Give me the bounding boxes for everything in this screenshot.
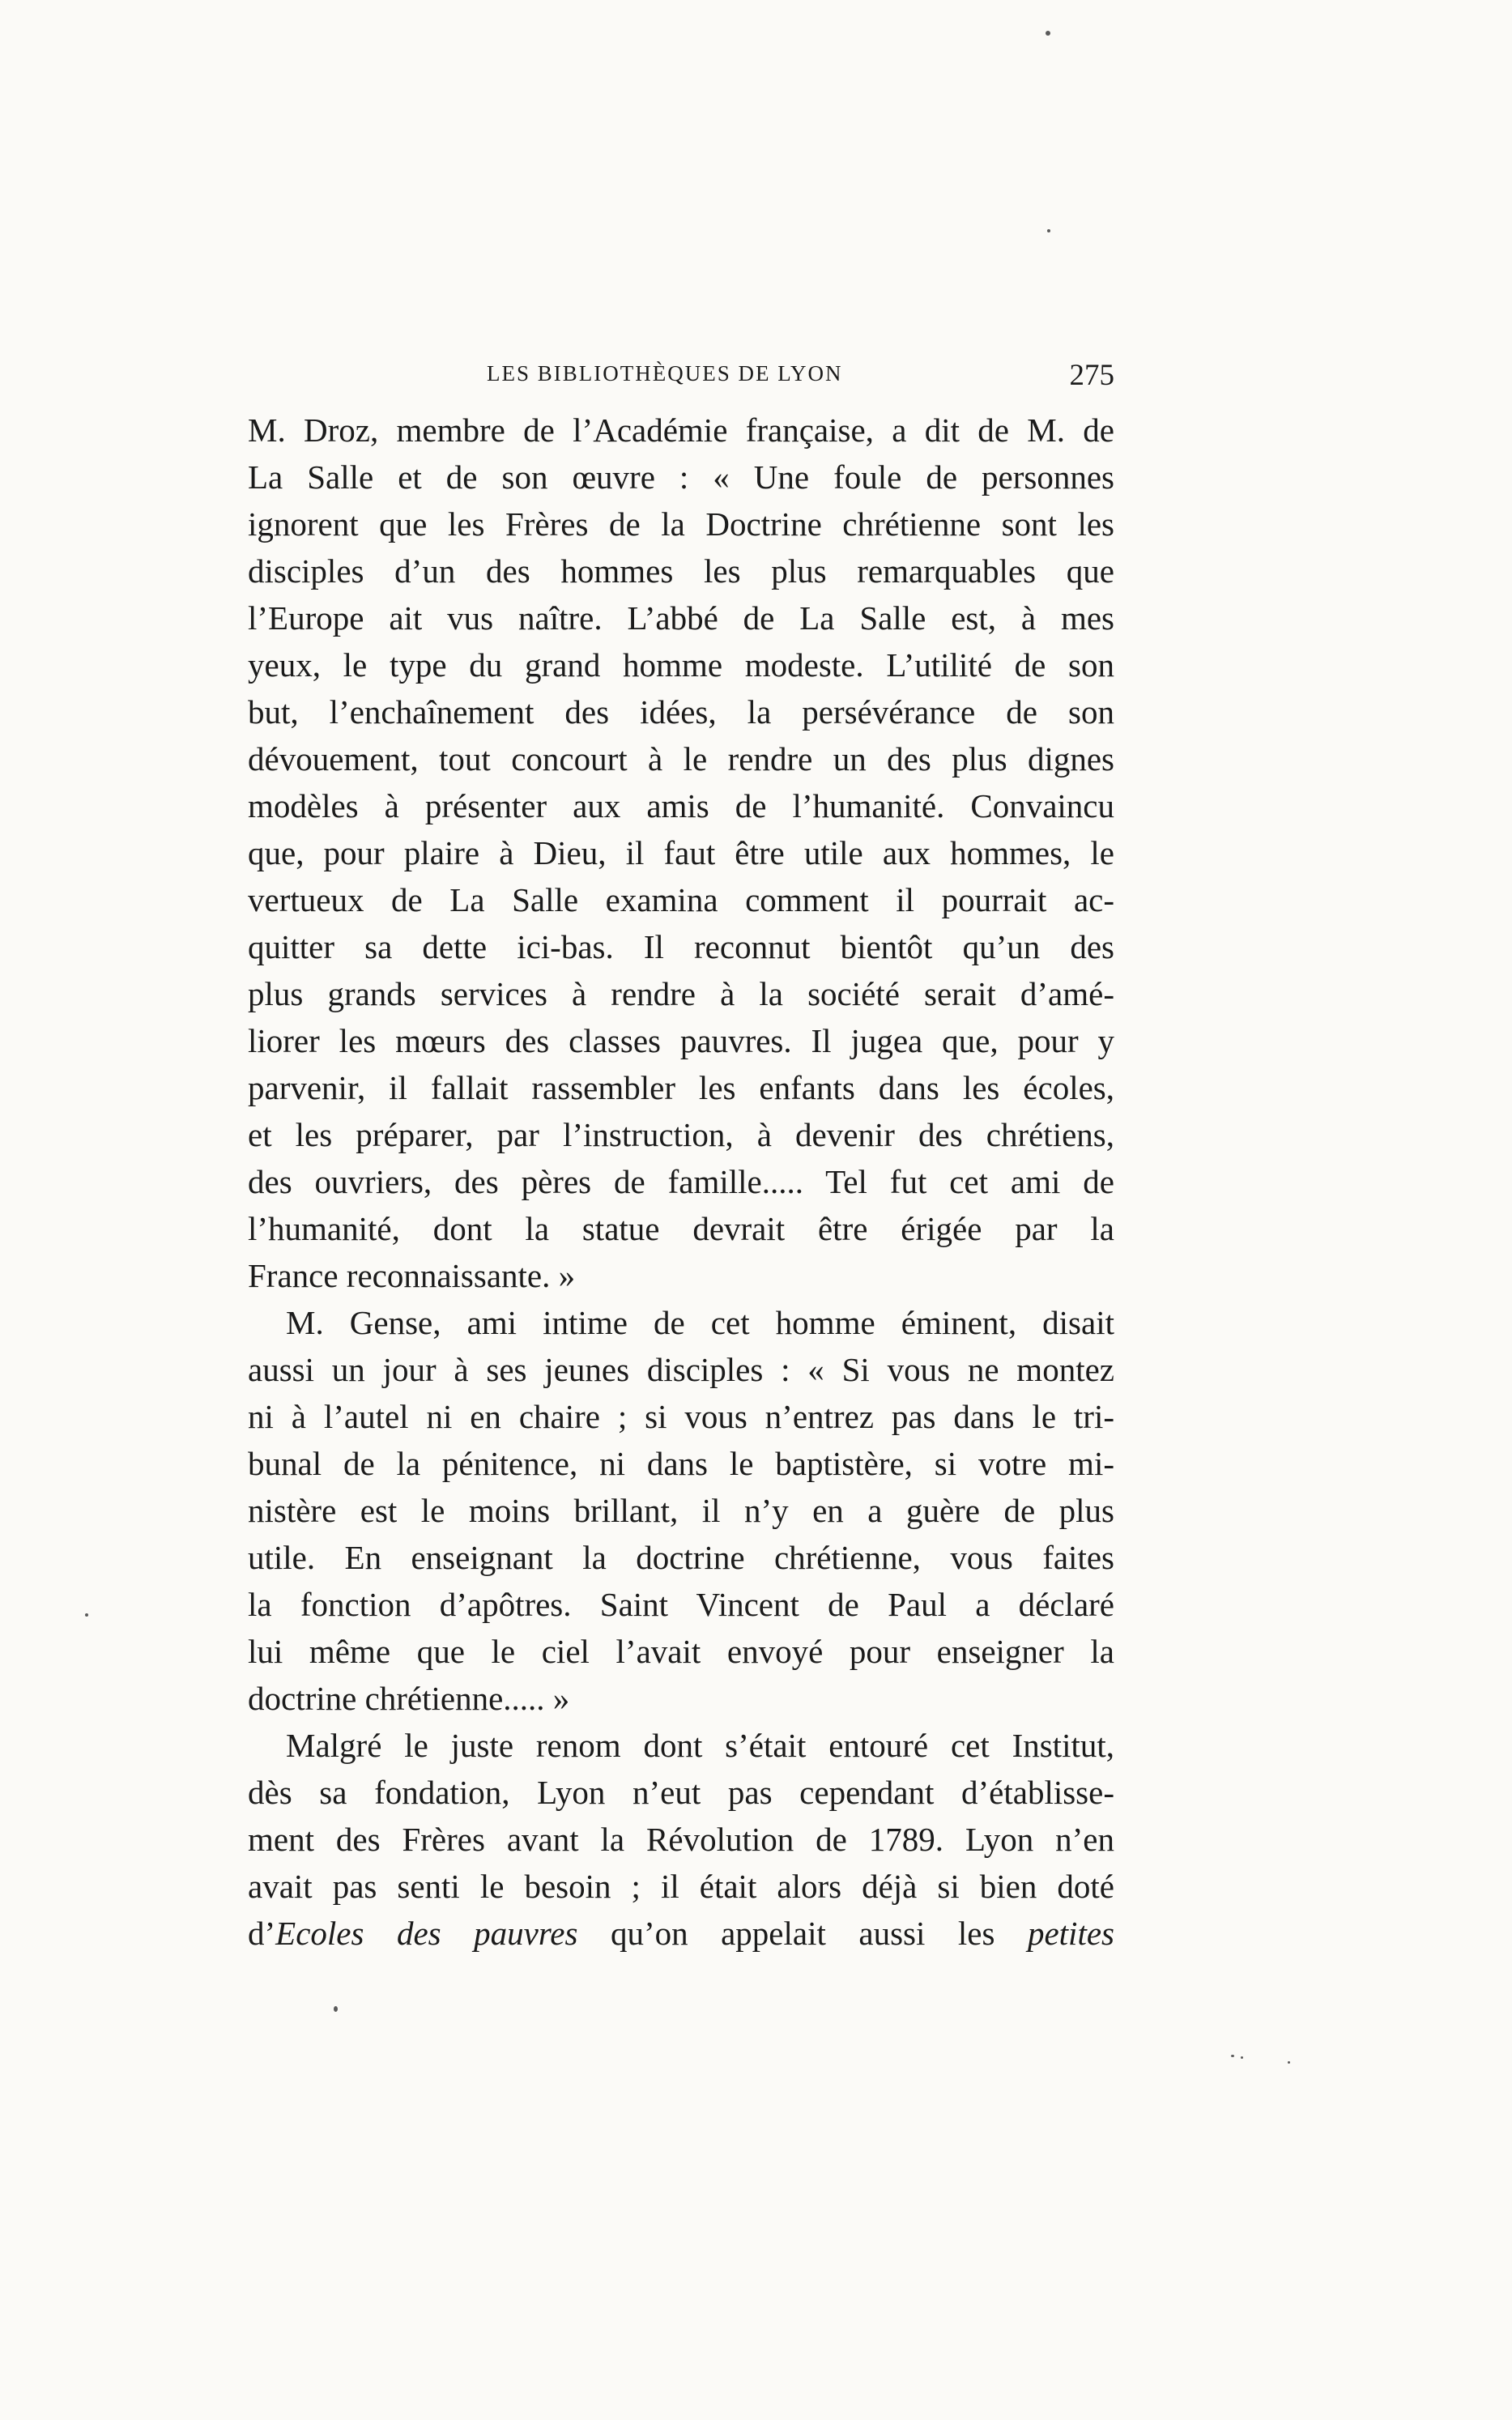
text-fragment: d’ [248,1915,276,1952]
text-line: M. Droz, membre de l’Académie française, a dit de M. de [248,411,1114,449]
text-line: l’humanité, dont la statue devrait être érigée par la [248,1210,1114,1247]
text-line: des ouvriers, des pères de famille..... Tel fut cet ami de [248,1163,1114,1200]
text-line: dévouement, tout concourt à le rendre un des plus dignes [248,740,1114,778]
text-line: la fonction d’apôtres. Saint Vincent de Paul a déclaré [248,1586,1114,1623]
text-line: nistère est le moins brillant, il n’y en a guère de plus [248,1492,1114,1529]
text-line: dès sa fondation, Lyon n’eut pas cependant d’établisse- [248,1774,1114,1811]
running-head: LES BIBLIOTHÈQUES DE LYON [487,361,843,386]
text-line: et les préparer, par l’instruction, à devenir des chrétiens, [248,1116,1114,1153]
paper-speck [1231,2055,1234,2057]
text-line: but, l’enchaînement des idées, la persévérance de son [248,693,1114,731]
text-line: vertueux de La Salle examina comment il pourrait ac- [248,881,1114,918]
text-line: l’Europe ait vus naître. L’abbé de La Salle est, à mes [248,599,1114,637]
italic-term: petites [1027,1915,1114,1952]
text-line: ni à l’autel ni en chaire ; si vous n’entrez pas dans le tri- [248,1398,1114,1435]
text-line: disciples d’un des hommes les plus remarquables que [248,552,1114,590]
text-line: M. Gense, ami intime de cet homme éminent, disait [286,1304,1114,1341]
text-line: utile. En enseignant la doctrine chrétienne, vous faites [248,1539,1114,1576]
text-line: lui même que le ciel l’avait envoyé pour enseigner la [248,1633,1114,1670]
text-line: parvenir, il fallait rassembler les enfants dans les écoles, [248,1069,1114,1106]
paper-speck [85,1613,88,1617]
text-line: que, pour plaire à Dieu, il faut être utile aux hommes, le [248,834,1114,871]
text-line: ignorent que les Frères de la Doctrine chrétienne sont les [248,505,1114,543]
text-line: modèles à présenter aux amis de l’humanité. Convaincu [248,787,1114,824]
paper-speck [1046,31,1050,36]
text-line: Malgré le juste renom dont s’était entouré cet Institut, [286,1727,1114,1764]
page-number: 275 [1069,359,1114,392]
italic-term: Ecoles des pauvres [275,1915,578,1952]
text-line-final [248,1910,1114,1957]
text-line: aussi un jour à ses jeunes disciples : « Si vous ne montez [248,1351,1114,1388]
paper-speck [1241,2056,1243,2059]
text-line: avait pas senti le besoin ; il était alors déjà si bien doté [248,1868,1114,1905]
text-line: yeux, le type du grand homme modeste. L’utilité de son [248,646,1114,684]
text-line: plus grands services à rendre à la société serait d’amé- [248,975,1114,1012]
text-line: France reconnaissante. » [248,1257,576,1294]
text-line: bunal de la pénitence, ni dans le baptistère, si votre mi- [248,1445,1114,1482]
page-header [248,358,1114,398]
text-line: La Salle et de son œuvre : « Une foule de personnes [248,458,1114,496]
text-line: doctrine chrétienne..... » [248,1680,570,1717]
paper-speck [1047,229,1050,232]
text-line: ment des Frères avant la Révolution de 1789. Lyon n’en [248,1821,1114,1858]
text-fragment: qu’on appelait aussi les [577,1915,1028,1952]
paper-speck [334,2006,338,2012]
text-line: quitter sa dette ici-bas. Il reconnut bientôt qu’un des [248,928,1114,965]
paper-speck [1288,2061,1290,2064]
text-line: liorer les mœurs des classes pauvres. Il jugea que, pour y [248,1022,1114,1059]
body-text [248,407,1114,1957]
